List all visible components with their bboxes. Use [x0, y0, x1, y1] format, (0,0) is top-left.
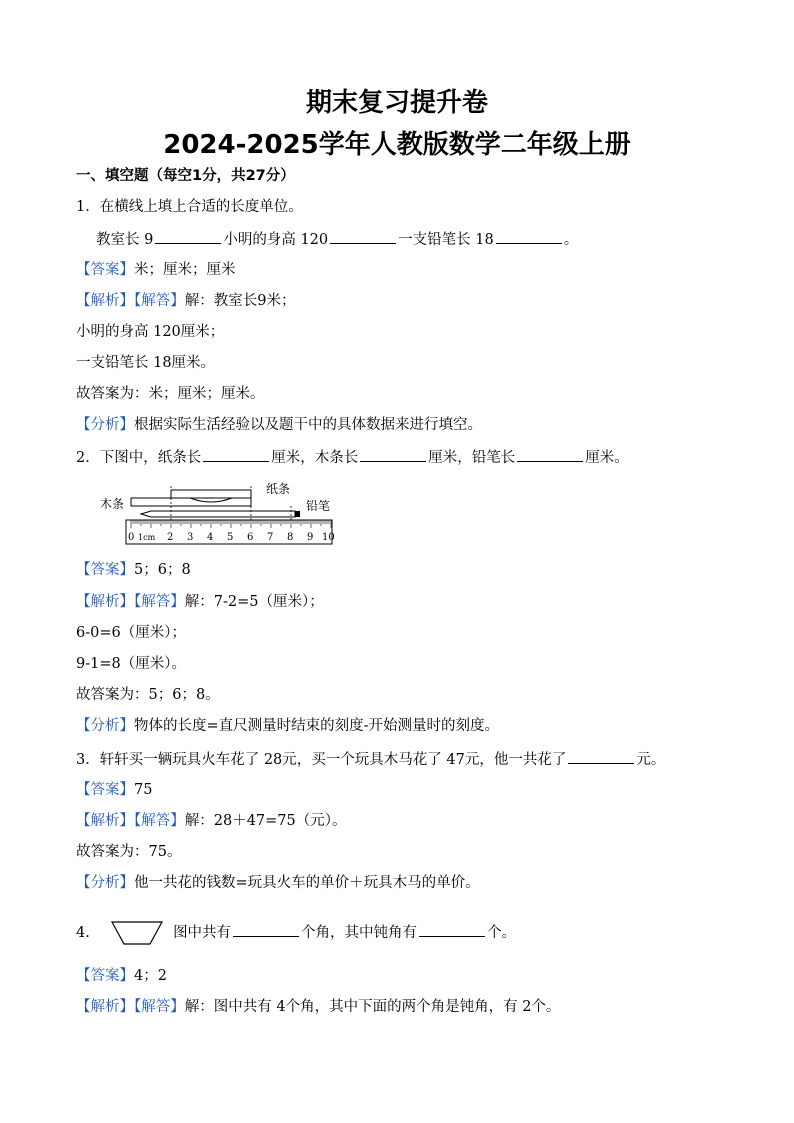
- ruler-tick-label: 8: [287, 532, 294, 543]
- trapezoid-figure: [110, 920, 164, 946]
- trapezoid-shape: [112, 922, 162, 944]
- q4-blank-1: [233, 922, 299, 937]
- answer-text: 75: [134, 782, 153, 798]
- ruler-figure: [100, 478, 340, 546]
- analysis-line: 解：图中共有 4个角，其中下面的两个角是钝角，有 2个。: [184, 999, 561, 1015]
- paper-strip: [171, 490, 251, 498]
- reasoning-tag: 【分析】: [76, 417, 134, 433]
- q2-part3: 厘米，铅笔长: [428, 450, 516, 466]
- q4-analysis: [76, 997, 560, 1017]
- ruler-tick-label: 4: [207, 532, 214, 543]
- ruler-unit-label: 1cm: [138, 533, 156, 542]
- analysis-tag: 【解析】【解答】: [76, 999, 185, 1015]
- q1-analysis-line-2: 小明的身高 120厘米；: [76, 324, 225, 340]
- analysis-tag: 【解析】【解答】: [76, 813, 185, 829]
- q2-analysis-line-4: 故答案为：5；6；8。: [76, 687, 220, 703]
- q3-answer: [76, 780, 152, 800]
- q1-analysis-line-4: 故答案为：米；厘米；厘米。: [76, 386, 265, 402]
- ruler-tick-label: 5: [227, 532, 234, 543]
- q2-analysis: [76, 592, 324, 612]
- ruler-tick-label: 9: [307, 532, 314, 543]
- q2-part4: 厘米。: [585, 450, 629, 466]
- title-line-1: 期末复习提升卷: [305, 88, 488, 118]
- reasoning-tag: 【分析】: [76, 875, 134, 891]
- q4-blank-2: [419, 922, 485, 937]
- q3-part1: 3．轩轩买一辆玩具火车花了 28元，买一个玩具木马花了 47元，他一共花了: [76, 752, 567, 768]
- q4-part2: 个角，其中钝角有: [301, 925, 418, 941]
- q1-blanks-line: [96, 229, 578, 250]
- q2-blank-2: [360, 447, 426, 462]
- answer-text: 5；6；8: [134, 562, 191, 578]
- q3-reasoning: [76, 873, 480, 893]
- ruler-tick-label: 7: [267, 532, 274, 543]
- q4-part1: 图中共有: [173, 925, 232, 941]
- analysis-line: 解：28＋47=75（元）。: [184, 813, 347, 829]
- title-line-2: 2024-2025学年人教版数学二年级上册: [163, 130, 631, 160]
- q1-analysis: [76, 291, 295, 311]
- ruler-tick-label: 0: [128, 532, 135, 543]
- q4-answer: [76, 966, 167, 986]
- answer-tag: 【答案】: [76, 782, 134, 798]
- q1-blank-3: [496, 229, 562, 244]
- q2-answer: [76, 560, 191, 580]
- q2-reasoning: [76, 716, 499, 736]
- reasoning-text: 他一共花的钱数=玩具火车的单价＋玩具木马的单价。: [134, 875, 480, 891]
- q1-blank-2: [330, 229, 396, 244]
- pencil-end: [295, 511, 300, 517]
- q1-part4: 。: [563, 232, 579, 248]
- q4-stem: [76, 920, 516, 946]
- q4-number: 4.: [76, 925, 90, 941]
- pencil: [141, 511, 295, 517]
- q3-blank: [568, 749, 634, 764]
- q1-stem: 1．在横线上填上合适的长度单位。: [76, 199, 303, 215]
- reasoning-text: 物体的长度=直尺测量时结束的刻度-开始测量时的刻度。: [134, 718, 500, 734]
- q1-part1: 教室长 9: [96, 232, 154, 248]
- ruler-tick-label: 3: [187, 532, 194, 543]
- answer-tag: 【答案】: [76, 562, 134, 578]
- q1-part2: 小明的身高 120: [223, 232, 329, 248]
- q1-blank-1: [155, 229, 221, 244]
- analysis-tag: 【解析】【解答】: [76, 594, 185, 610]
- analysis-tag: 【解析】【解答】: [76, 293, 185, 309]
- answer-tag: 【答案】: [76, 262, 134, 278]
- q1-analysis-line-3: 一支铅笔长 18厘米。: [76, 355, 216, 371]
- analysis-line: 解：教室长9米；: [184, 293, 296, 309]
- section-heading: 一、填空题（每空1分，共27分）: [76, 168, 295, 184]
- pencil-label: 铅笔: [306, 499, 331, 513]
- reasoning-text: 根据实际生活经验以及题干中的具体数据来进行填空。: [134, 417, 482, 433]
- answer-text: 4；2: [134, 968, 167, 984]
- q1-answer: [76, 260, 236, 280]
- paper-label: 纸条: [266, 482, 291, 496]
- q2-analysis-line-2: 6-0=6（厘米）；: [76, 625, 186, 641]
- ruler-tick-label: 2: [167, 532, 174, 543]
- q3-stem: [76, 749, 665, 770]
- q2-stem: [76, 447, 629, 468]
- q2-analysis-line-3: 9-1=8（厘米）。: [76, 656, 186, 672]
- q3-analysis-line-2: 故答案为：75。: [76, 844, 182, 860]
- answer-tag: 【答案】: [76, 968, 134, 984]
- q2-part2: 厘米，木条长: [271, 450, 359, 466]
- wood-label: 木条: [100, 497, 125, 511]
- wood-strip: [131, 498, 251, 506]
- reasoning-tag: 【分析】: [76, 718, 134, 734]
- q2-part1: 2．下图中，纸条长: [76, 450, 202, 466]
- q3-part2: 元。: [636, 752, 666, 768]
- q1-part3: 一支铅笔长 18: [398, 232, 494, 248]
- q1-reasoning: [76, 415, 482, 435]
- q2-blank-3: [517, 447, 583, 462]
- ruler-tick-label: 10: [322, 532, 335, 543]
- q3-analysis: [76, 811, 347, 831]
- ruler-tick-label: 6: [247, 532, 254, 543]
- q2-blank-1: [203, 447, 269, 462]
- q4-part3: 个。: [487, 925, 517, 941]
- answer-text: 米；厘米；厘米: [134, 262, 236, 278]
- analysis-line: 解：7-2=5（厘米）；: [184, 594, 324, 610]
